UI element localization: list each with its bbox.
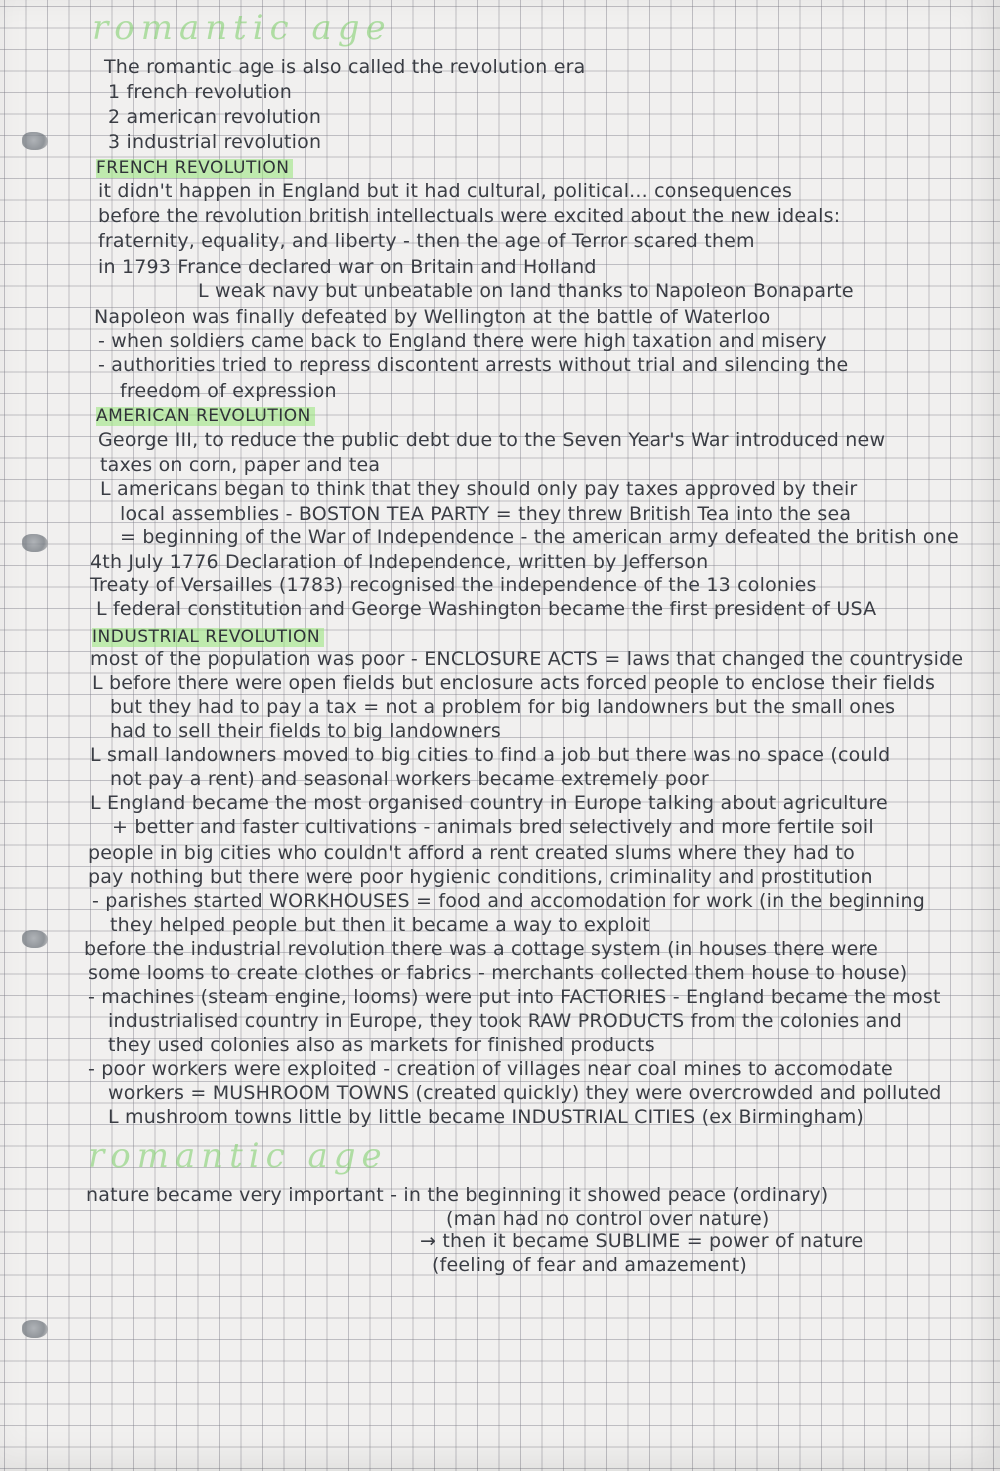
text-line: before the revolution british intellectuals were excited about the new ideals:: [98, 205, 841, 227]
punch-hole: [22, 930, 48, 948]
list-item: 1 french revolution: [108, 81, 292, 103]
page-title: romantic age: [92, 8, 392, 48]
text-line: they used colonies also as markets for finished products: [108, 1034, 655, 1056]
text-line: + better and faster cultivations - animals bred selectively and more fertile soil: [112, 816, 874, 838]
text-line: - authorities tried to repress discontent arrests without trial and silencing the: [98, 354, 849, 376]
text-line: people in big cities who couldn't afford a rent created slums where they had to: [88, 842, 855, 864]
text-line: Napoleon was finally defeated by Wellington at the battle of Waterloo: [94, 306, 771, 328]
text-line: fraternity, equality, and liberty - then the age of Terror scared them: [98, 230, 755, 252]
section-heading-american: AMERICAN REVOLUTION: [96, 405, 315, 427]
text-line: L federal constitution and George Washington became the first president of USA: [96, 598, 877, 620]
text-line: L before there were open fields but enclosure acts forced people to enclose their fields: [92, 672, 936, 694]
text-line: Treaty of Versailles (1783) recognised the independence of the 13 colonies: [90, 574, 817, 596]
text-line: 4th July 1776 Declaration of Independence, written by Jefferson: [90, 551, 709, 573]
text-line: freedom of expression: [120, 380, 337, 402]
text-line: (feeling of fear and amazement): [432, 1254, 747, 1276]
text-line: nature became very important - in the beginning it showed peace (ordinary): [86, 1184, 829, 1206]
text-line: before the industrial revolution there was a cottage system (in houses there were: [84, 938, 879, 960]
text-line: had to sell their fields to big landowners: [110, 720, 501, 742]
text-line: but they had to pay a tax = not a problem for big landowners but the small ones: [110, 696, 896, 718]
text-line: L americans began to think that they should only pay taxes approved by their: [100, 478, 858, 500]
text-line: most of the population was poor - ENCLOSURE ACTS = laws that changed the countryside: [90, 648, 964, 670]
text-line: local assemblies - BOSTON TEA PARTY = they threw British Tea into the sea: [120, 503, 852, 525]
text-line: not pay a rent) and seasonal workers became extremely poor: [110, 768, 709, 790]
text-line: it didn't happen in England but it had cultural, political... consequences: [98, 180, 793, 202]
text-line: (man had no control over nature): [446, 1208, 770, 1230]
text-line: - parishes started WORKHOUSES = food and accomodation for work (in the beginning: [92, 890, 925, 912]
text-line: they helped people but then it became a way to exploit: [110, 914, 650, 936]
list-item: 2 american revolution: [108, 106, 322, 128]
section-title: romantic age: [88, 1136, 388, 1176]
text-line: in 1793 France declared war on Britain and Holland: [98, 256, 597, 278]
text-line: → then it became SUBLIME = power of nature: [420, 1230, 864, 1252]
text-line: pay nothing but there were poor hygienic conditions, criminality and prostitution: [88, 866, 873, 888]
text-line: L weak navy but unbeatable on land thanks to Napoleon Bonaparte: [198, 280, 854, 302]
text-line: - poor workers were exploited - creation of villages near coal mines to accomodate: [88, 1058, 893, 1080]
punch-hole: [22, 132, 48, 150]
text-line: - machines (steam engine, looms) were put into FACTORIES - England became the most: [88, 986, 941, 1008]
text-line: - when soldiers came back to England there were high taxation and misery: [98, 330, 827, 352]
text-line: L England became the most organised country in Europe talking about agriculture: [90, 792, 888, 814]
list-item: 3 industrial revolution: [108, 131, 322, 153]
text-line: = beginning of the War of Independence - the american army defeated the british one: [120, 526, 959, 548]
text-line: L mushroom towns little by little became INDUSTRIAL CITIES (ex Birmingham): [108, 1106, 865, 1128]
text-line: L small landowners moved to big cities to find a job but there was no space (could: [90, 744, 891, 766]
punch-hole: [22, 1320, 48, 1338]
section-heading-industrial: INDUSTRIAL REVOLUTION: [92, 626, 324, 648]
text-line: George III, to reduce the public debt due to the Seven Year's War introduced new: [98, 429, 886, 451]
text-line: taxes on corn, paper and tea: [100, 454, 381, 476]
text-line: workers = MUSHROOM TOWNS (created quickly) they were overcrowded and polluted: [108, 1082, 942, 1104]
text-line: industrialised country in Europe, they took RAW PRODUCTS from the colonies and: [108, 1010, 902, 1032]
section-heading-french: FRENCH REVOLUTION: [96, 157, 293, 179]
intro-line: The romantic age is also called the revolution era: [104, 56, 586, 78]
punch-hole: [22, 534, 48, 552]
text-line: some looms to create clothes or fabrics - merchants collected them house to house): [88, 962, 908, 984]
